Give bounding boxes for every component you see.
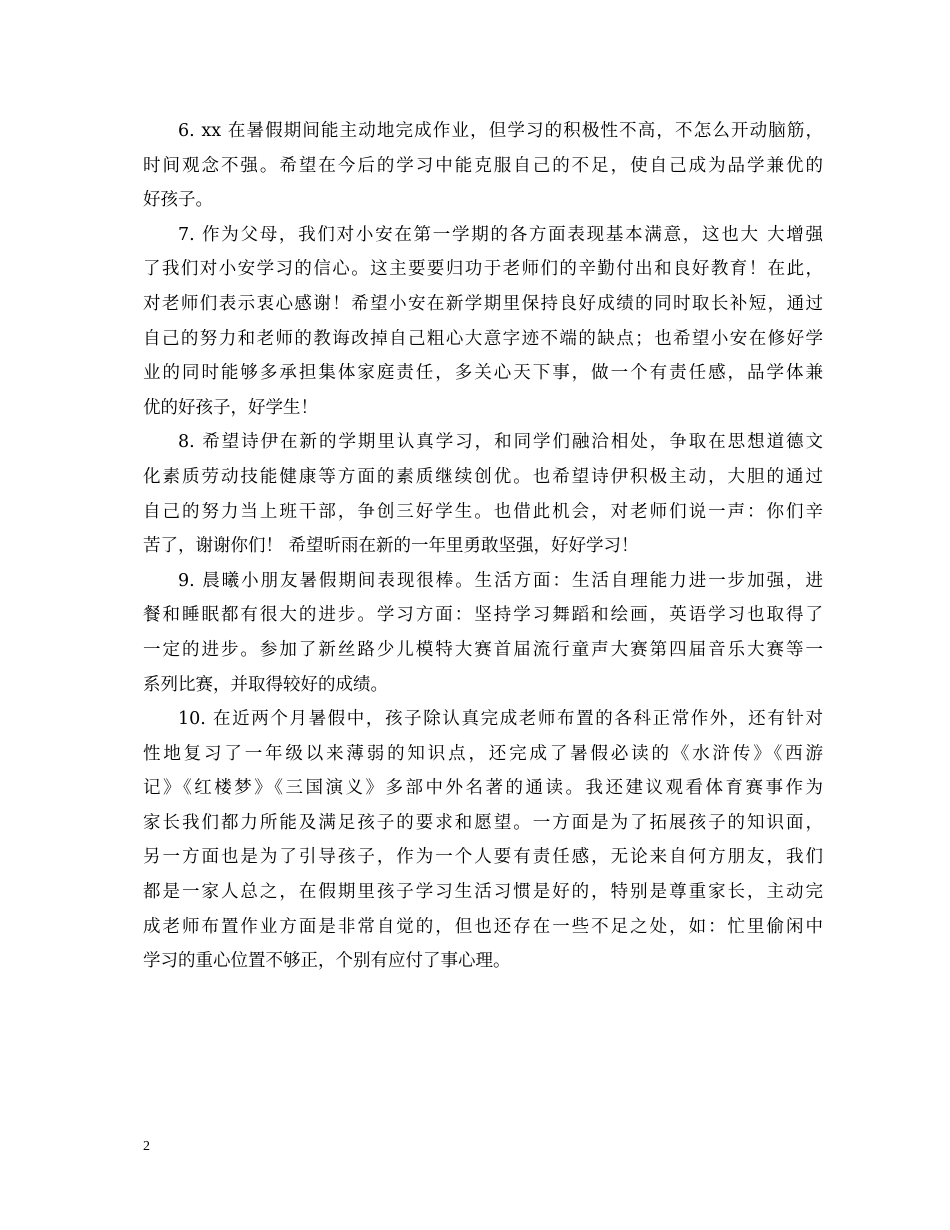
text-line: 8. 希望诗伊在新的学期里认真学习，和同学们融洽相处，争取在思想道德文 <box>178 432 823 453</box>
text-line: 自己的努力和老师的教诲改掉自己粗心大意字迹不端的缺点；也希望小安在修好学 <box>143 328 823 349</box>
text-line: 化素质劳动技能健康等方面的素质继续创优。也希望诗伊积极主动，大胆的通过 <box>143 466 823 487</box>
text-line: 餐和睡眠都有很大的进步。学习方面：坚持学习舞蹈和绘画，英语学习也取得了 <box>143 605 823 626</box>
text-line: 苦了，谢谢你们！ 希望昕雨在新的一年里勇敢坚强，好好学习！ <box>143 536 639 557</box>
document-body <box>143 114 823 979</box>
text-line: 好孩子。 <box>143 190 213 211</box>
paragraph-9 <box>143 564 823 702</box>
page-number: 2 <box>143 1139 150 1154</box>
paragraph-7 <box>143 218 823 426</box>
text-line: 成老师布置作业方面是非常自觉的，但也还存在一些不足之处，如：忙里偷闲中 <box>143 916 823 937</box>
text-line: 7. 作为父母，我们对小安在第一学期的各方面表现基本满意，这也大 大增强 <box>178 224 823 245</box>
text-line: 家长我们都力所能及满足孩子的要求和愿望。一方面是为了拓展孩子的知识面， <box>143 812 823 833</box>
text-line: 一定的进步。参加了新丝路少儿模特大赛首届流行童声大赛第四届音乐大赛等一 <box>143 639 823 660</box>
text-line: 了我们对小安学习的信心。这主要要归功于老师们的辛勤付出和良好教育！在此， <box>143 259 823 280</box>
text-line: 9. 晨曦小朋友暑假期间表现很棒。生活方面：生活自理能力进一步加强，进 <box>178 570 823 591</box>
text-line: 系列比赛，并取得较好的成绩。 <box>143 674 388 695</box>
text-line: 时间观念不强。希望在今后的学习中能克服自己的不足，使自己成为品学兼优的 <box>143 155 823 176</box>
text-line: 性地复习了一年级以来薄弱的知识点，还完成了暑假必读的《水浒传》《西游 <box>143 743 823 764</box>
text-line: 自己的努力当上班干部，争创三好学生。也借此机会，对老师们说一声：你们辛 <box>143 501 823 522</box>
paragraph-10 <box>143 702 823 979</box>
text-line: 另一方面也是为了引导孩子，作为一个人要有责任感，无论来自何方朋友，我们 <box>143 847 823 868</box>
paragraph-8 <box>143 425 823 563</box>
text-line: 学习的重心位置不够正，个别有应付了事心理。 <box>143 951 511 972</box>
text-line: 6. xx 在暑假期间能主动地完成作业，但学习的积极性不高，不怎么开动脑筋， <box>178 121 823 141</box>
text-line: 10. 在近两个月暑假中，孩子除认真完成老师布置的各科正常作外，还有针对 <box>178 709 823 730</box>
text-line: 业的同时能够多承担集体家庭责任，多关心天下事，做一个有责任感，品学体兼 <box>143 363 823 384</box>
text-line: 都是一家人总之，在假期里孩子学习生活习惯是好的，特别是尊重家长，主动完 <box>143 882 823 903</box>
paragraph-6 <box>143 114 823 218</box>
text-line: 优的好孩子，好学生！ <box>143 397 318 418</box>
text-line: 对老师们表示衷心感谢！希望小安在新学期里保持良好成绩的同时取长补短，通过 <box>143 293 823 314</box>
text-line: 记》《红楼梦》《三国演义》多部中外名著的通读。我还建议观看体育赛事作为 <box>143 778 823 799</box>
